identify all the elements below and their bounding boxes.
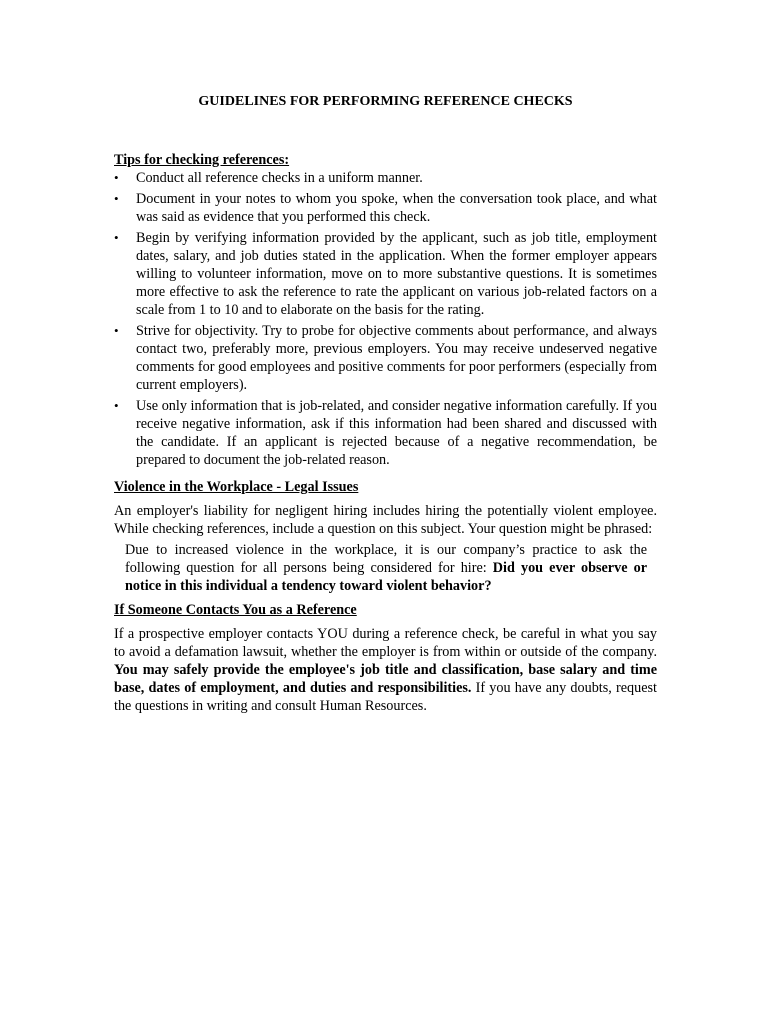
violence-quote-question: Did you ever observe or notice in this individual a tendency toward violent behavior? — [125, 560, 647, 594]
tip-text: Document in your notes to whom you spoke, when the conversation took place, and what was said as evidence that you performed this check. — [136, 191, 657, 225]
list-item — [114, 229, 657, 319]
bullet-icon: • — [114, 230, 119, 245]
list-item — [114, 397, 657, 469]
violence-section — [114, 478, 657, 595]
violence-quote — [125, 541, 647, 595]
reference-text-before: If a prospective employer contacts YOU during a reference check, be careful in what you say to avoid a defamation lawsuit, whether the employer is from within or outside of the company. — [114, 626, 657, 660]
reference-text-bold: You may safely provide the employee's job title and classification, base salary and time base, dates of employment, and duties and responsibilities. — [114, 662, 657, 696]
document-page — [114, 93, 657, 715]
tip-text: Use only information that is job-related, and consider negative information carefully. If you receive negative information, ask if this information had been shared and discussed with the candidate. If an applicant is rejected because of a negative recommendation, be prepared to document the job-related reason. — [136, 398, 657, 468]
list-item — [114, 190, 657, 226]
document-title: GUIDELINES FOR PERFORMING REFERENCE CHECKS — [198, 94, 573, 109]
violence-heading: Violence in the Workplace - Legal Issues — [114, 479, 359, 495]
bullet-icon: • — [114, 323, 119, 338]
reference-heading: If Someone Contacts You as a Reference — [114, 602, 357, 618]
tip-text: Strive for objectivity. Try to probe for objective comments about performance, and always contact two, preferably more, previous employers. You may receive undeserved negative comments for good employees and positive comments for poor performers (especially from current employers). — [136, 323, 657, 393]
reference-paragraph — [114, 625, 657, 715]
list-item — [114, 169, 657, 187]
reference-text-after: If you have any doubts, request the questions in writing and consult Human Resources. — [114, 680, 657, 714]
tips-section — [114, 151, 657, 469]
violence-paragraph: An employer's liability for negligent hiring includes hiring the potentially violent employee. While checking references, include a question on this subject. Your question might be phrased: — [114, 503, 657, 537]
bullet-icon: • — [114, 191, 119, 206]
bullet-icon: • — [114, 170, 119, 185]
tips-list — [114, 169, 657, 469]
tip-text: Conduct all reference checks in a uniform manner. — [136, 170, 423, 186]
reference-section — [114, 601, 657, 715]
tip-text: Begin by verifying information provided by the applicant, such as job title, employment dates, salary, and job duties stated in the application. When the former employer appears willing to volunteer information, move on to more substantive questions. It is sometimes more effective to ask the reference to rate the applicant on various job-related factors on a scale from 1 to 10 and to elaborate on the basis for the rating. — [136, 230, 657, 318]
bullet-icon: • — [114, 398, 119, 413]
tips-heading: Tips for checking references: — [114, 152, 290, 168]
violence-quote-text: Due to increased violence in the workplace, it is our company’s practice to ask the following question for all persons being considered for hire: — [125, 542, 647, 576]
list-item — [114, 322, 657, 394]
